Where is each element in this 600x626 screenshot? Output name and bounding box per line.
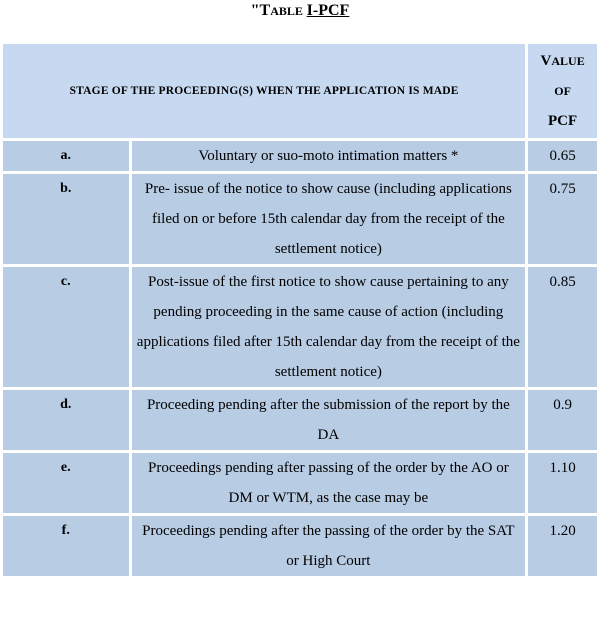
table-row (3, 516, 597, 576)
row-description: Voluntary or suo-moto intimation matters * (132, 141, 526, 171)
title-prefix: "T (250, 2, 271, 19)
row-description: Pre- issue of the notice to show cause (including applications filed on or before 15th calendar day from the receipt of the settlement notice) (132, 174, 526, 264)
stage-header: STAGE OF THE PROCEEDING(S) WHEN THE APPLICATION IS MADE (3, 44, 525, 138)
row-label: f. (3, 516, 129, 576)
row-label: b. (3, 174, 129, 264)
table-row (3, 174, 597, 264)
value-header-line1: VALUE (540, 53, 585, 69)
row-value: 0.65 (528, 141, 597, 171)
row-value: 0.75 (528, 174, 597, 264)
row-value: 1.20 (528, 516, 597, 576)
row-label: a. (3, 141, 129, 171)
row-value: 0.85 (528, 267, 597, 387)
row-value: 1.10 (528, 453, 597, 513)
title-underlined: I-PCF (306, 2, 350, 19)
row-label: d. (3, 390, 129, 450)
title-small-caps: ABLE (270, 4, 303, 18)
table-row (3, 267, 597, 387)
table-row (3, 390, 597, 450)
row-description: Proceeding pending after the submission of the report by the DA (132, 390, 526, 450)
table-header-row (3, 44, 597, 138)
value-header-line2: OF (554, 84, 571, 98)
table-title (0, 2, 600, 20)
value-header (528, 44, 597, 138)
pcf-table (0, 41, 600, 579)
row-description: Proceedings pending after passing of the order by the AO or DM or WTM, as the case may be (132, 453, 526, 513)
row-label: e. (3, 453, 129, 513)
row-description: Post-issue of the first notice to show cause pertaining to any pending proceeding in the same cause of action (including applications filed after 15th calendar day from the receipt of the settlement notice) (132, 267, 526, 387)
row-label: c. (3, 267, 129, 387)
row-description: Proceedings pending after the passing of the order by the SAT or High Court (132, 516, 526, 576)
table-row (3, 141, 597, 171)
row-value: 0.9 (528, 390, 597, 450)
table-row (3, 453, 597, 513)
value-header-line3: PCF (548, 113, 578, 129)
